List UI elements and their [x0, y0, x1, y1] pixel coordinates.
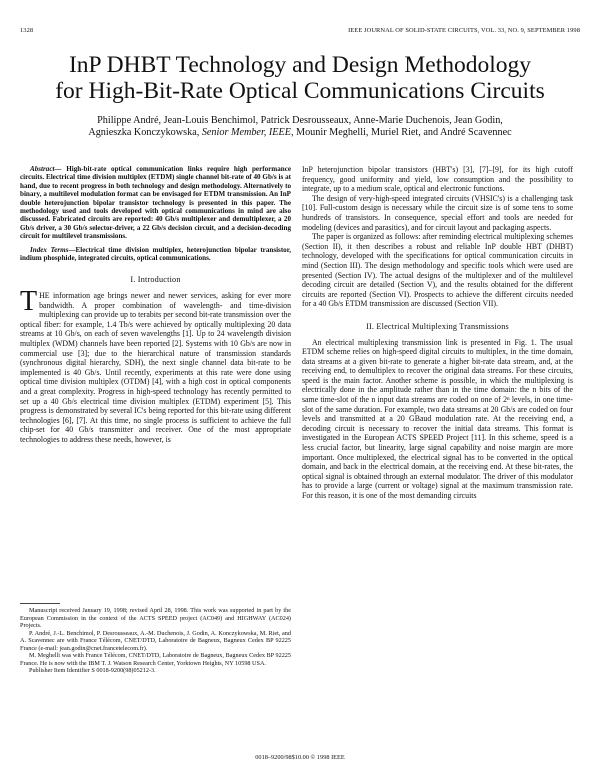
left-column [20, 165, 291, 445]
abstract [20, 165, 291, 241]
copyright-footer: 0018–9200/98$10.00 © 1998 IEEE [255, 754, 345, 761]
author-list [20, 115, 580, 139]
right-paragraph-3: The paper is organized as follows: after reminding electrical multiplexing schemes (Section II), it then describes a robust and reliable InP double HBT (DHBT) technology, developed with the specifications for optical communication circuits in mind (Section III). The design methodology and specific tools which were used are presented (Section IV). The actual designs of the multiplexer and of the multilevel decoding circuit are detailed (Section V), and the results obtained for the different circuits are reported (Section VI). Prospects to achieve the different circuits needed for a 40 Gb/s ETDM transmission are discussed (Section VII). [302, 232, 573, 309]
title-line-1: InP DHBT Technology and Design Methodology [68, 52, 531, 78]
footnote-affiliation: P. André, J.-L. Benchimol, P. Desrousseaux, A.-M. Duchenois, J. Godin, A. Konczykowska, M. Riet, and A. Scavennec are with France Télécom, CNET/DTD, Laboratoire de Bagneux, Bagneux Cedex BP 92225 France (e-mail: jean.godin@cnet.francetelecom.fr). [20, 629, 291, 652]
footnote-manuscript: Manuscript received January 19, 1998; revised April 28, 1998. This work was supported in part by the European Commission in the context of the ACTS SPEED project (AC049) and HIGHWAY (AC024) Projects. [20, 607, 291, 629]
title-line-2: for High-Bit-Rate Optical Communications Circuits [55, 78, 545, 104]
footnote-meghelli: M. Meghelli was with France Télécom, CNET/DTD, Laboratoire de Bagneux, Bagneux Cedex BP 92225 France. He is now with the IBM T. J. Watson Research Center, Yorktown Heights, NY 10598 USA. [20, 652, 291, 667]
authors-line-2-rest: , Mounir Meghelli, Muriel Riet, and André Scavennec [290, 127, 512, 138]
author-role: Senior Member, IEEE [201, 127, 291, 138]
footnotes [20, 607, 291, 675]
footnote-identifier: Publisher Item Identifier S 0018-9200(98)05212-3. [29, 667, 156, 674]
index-terms-text: Electrical time division multiplex, heterojunction bipolar transistor, indium phosphide, integrated circuits, optical communications. [20, 245, 291, 263]
intro-text: HE information age brings newer and newer services, asking for ever more bandwidth. A proper combination of wavelength- and time-division multiplexing can provide up to terabits per second bit-rate transmission over the optical fiber: for example, 1.4 Tb/s were achieved by optically multiplexing 20 data streams at 10 Gb/s, on each of seven wavelengths [1]. Up to 24 wavelength division multiplex (WDM) channels have been reported [2]. Systems with 10 Gb/s are now in commercial use [3]; due to the hierarchical nature of transmission standards (synchronous digital hierarchy, SDH), the next single channel data bit-rate to be implemented is 40 Gb/s. Until recently, experiments at this rate were done using optical time division multiplex (OTDM) [4], with a high cost in optical components and a great complexity. Progress in high-speed technology has recently permitted to set up a 40 Gb/s electrical time division multiplex (ETDM) experiment [5]. This progress is demonstrated by several IC's being reported for this bit-rate using different technologies [6], [7]. At this time, no single process is sufficient to achieve the full chip-set for 40 Gb/s transmitter and receiver. One of the most appropriate technologies to address these needs, however, is [20, 291, 291, 444]
authors-line-1: Philippe André, Jean-Louis Benchimol, Patrick Desrousseaux, Anne-Marie Duchenois, Jean Godin, [97, 115, 503, 126]
abstract-text: High-bit-rate optical communication links require high performance circuits. Electrical time division multiplex (ETDM) single channel bit-rate of 40 Gb/s is at hand, due to recent progress in both technology and design methodology. Alternatively to binary, a multilevel modulation format can be envisaged for ETDM transmission. An InP double heterojunction bipolar transistor technology is presented in this paper. The methodology used and tools developed with optical communications in mind are also discussed. Fabricated circuits are reported: 40 Gb/s multiplexer and demultiplexer, a 20 Gb/s driver, a 30 Gb/s selector-driver, a 22 Gb/s decision circuit, and a decision-decoding circuit for multilevel transmissions. [20, 165, 291, 241]
right-paragraph-2: The design of very-high-speed integrated circuits (VHSIC's) is a challenging task [10]. Full-custom design is necessary while the circuit size is of some tens to some hundreds of transistors. In consequence, special effort and tools are needed for modeling (devices and parasitics), and for circuit layout and packaging aspects. [302, 193, 573, 232]
index-terms-label: Index Terms— [30, 245, 76, 254]
authors-line-2-name: Agnieszka Konczykowska, [88, 127, 202, 138]
abstract-label: Abstract— [30, 165, 62, 173]
section-heading-intro: I. Introduction [130, 275, 181, 285]
index-terms [20, 246, 291, 263]
journal-name: IEEE JOURNAL OF SOLID-STATE CIRCUITS, VOL. 33, NO. 9, SEPTEMBER 1998 [348, 27, 580, 34]
drop-cap: T [20, 286, 38, 318]
footnote-rule [20, 603, 60, 604]
section-heading-multiplexing: II. Electrical Multiplexing Transmissions [366, 321, 509, 331]
right-column [302, 165, 573, 501]
paper-title [0, 52, 600, 104]
right-paragraph-1: InP heterojunction bipolar transistors (HBT's) [3], [7]–[9], for its high cutoff frequency, good uniformity and yield, low consumption and the possibility to integrate, up to a medium scale, optical and electronic functions. [302, 165, 573, 194]
intro-paragraph [20, 286, 291, 445]
page-number: 1328 [20, 27, 34, 34]
section2-paragraph: An electrical multiplexing transmission link is presented in Fig. 1. The usual ETDM scheme relies on high-speed digital circuits to multiplex, in the time domain, data streams at a given bit-rate to generate a higher bit-rate data stream, and, at the receiving end, to demultiplex to recover the original data streams. For these circuits, speed is the main factor. Another scheme is possible, in which the multiplexing is electrically done in the amplitude rather than in the time domain: the n bits of the same time-slot of the n input data streams are coded on one of 2ⁿ levels, in one time-slot of the same duration. For example, two data streams at 20 Gb/s are coded on four levels and transmitted at a 20 GBaud modulation rate. At the receiving end, a decoding circuit is necessary to recover the initial data streams. This format is investigated in the European ACTS SPEED Project [11]. In this scheme, speed is a less crucial factor, but linearity, large signal capability and noise margin are more important. Once multiplexed, the electrical signal has to be converted in the optical domain, and back in the electrical domain, at the receiving end. At these bit-rates, the optical signal is obtained through an external modulator. The driver of this modulator has to provide a large (current or voltage) signal at the maximum transmission rate. For this reason, it is one of the most demanding circuits [302, 337, 573, 500]
